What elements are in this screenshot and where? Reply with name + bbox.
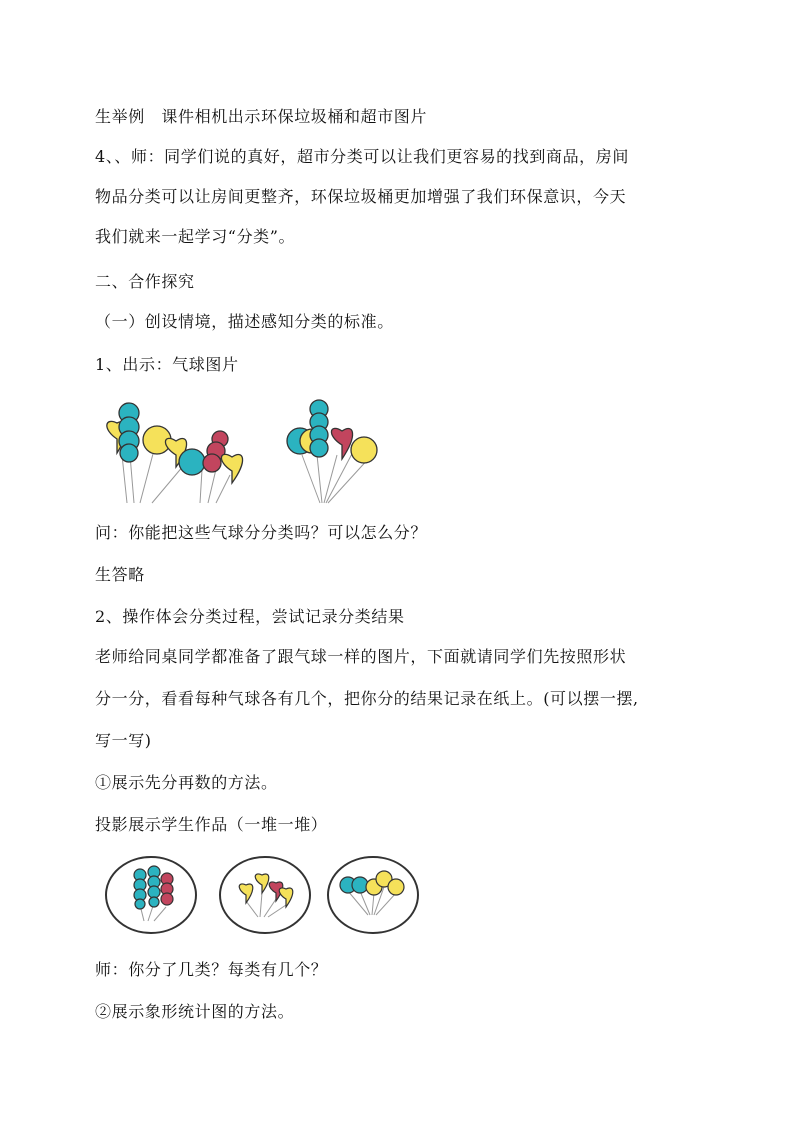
text-line-7: 1、出示：气球图片 — [95, 355, 239, 374]
balloon-cluster-left — [92, 395, 252, 505]
sorted-group-2 — [218, 855, 312, 935]
subsection-heading: （一）创设情境，描述感知分类的标准。 — [95, 312, 394, 331]
method-2-line: ②展示象形统计图的方法。 — [95, 1002, 295, 1021]
text-line-1: 生举例 课件相机出示环保垃圾桶和超市图片 — [95, 107, 428, 126]
text-line-12: 分一分，看看每种气球各有几个，把你分的结果记录在纸上。(可以摆一摆, — [95, 689, 639, 708]
step-2-heading: 2、操作体会分类过程，尝试记录分类结果 — [95, 607, 405, 626]
text-line-11: 老师给同桌同学都准备了跟气球一样的图片，下面就请同学们先按照形状 — [95, 647, 627, 666]
text-line-13: 写一写) — [95, 731, 152, 750]
section-heading: 二、合作探究 — [95, 272, 195, 291]
method-1-line: ①展示先分再数的方法。 — [95, 773, 278, 792]
text-line-4: 我们就来一起学习“分类”。 — [95, 227, 296, 246]
balloon-cluster-right — [282, 395, 382, 505]
sorted-group-1 — [104, 855, 198, 935]
sorted-group-3 — [326, 855, 420, 935]
text-line-3: 物品分类可以让房间更整齐，环保垃圾桶更加增强了我们环保意识，今天 — [95, 187, 627, 206]
teacher-question-line: 师：你分了几类？每类有几个？ — [95, 960, 328, 979]
question-line: 问：你能把这些气球分分类吗？可以怎么分？ — [95, 523, 428, 542]
projection-line: 投影展示学生作品（一堆一堆） — [95, 815, 328, 834]
answer-line: 生答略 — [95, 565, 145, 584]
text-line-2: 4、、师：同学们说的真好，超市分类可以让我们更容易的找到商品，房间 — [95, 147, 629, 166]
